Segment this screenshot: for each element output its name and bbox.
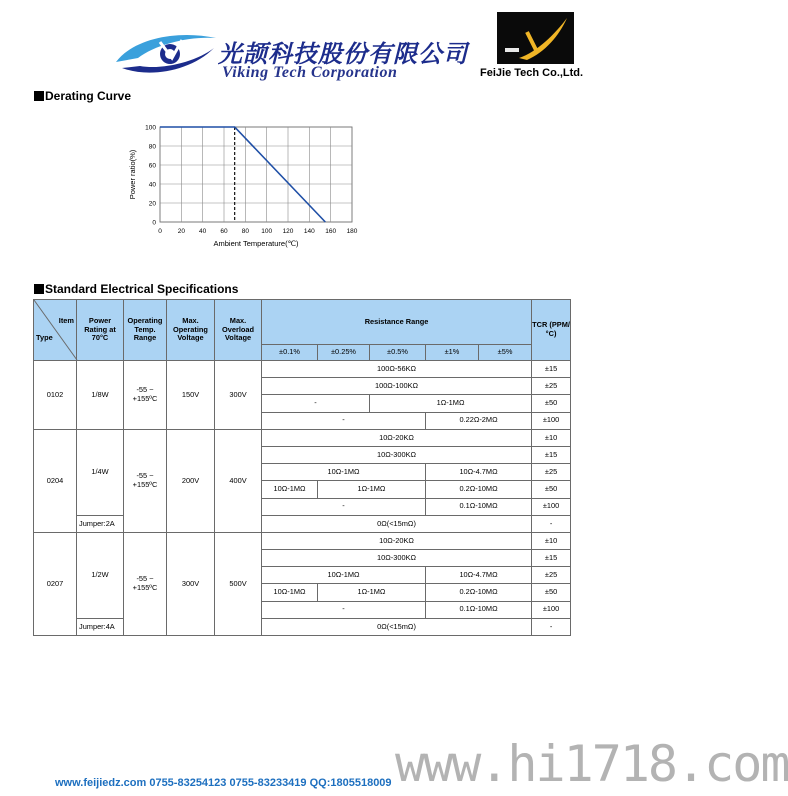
y-tick-label: 40	[148, 181, 156, 189]
resistance-cell: -	[262, 412, 426, 429]
tcr-cell: ±10	[532, 429, 571, 446]
tcr-cell: ±10	[532, 532, 571, 549]
tolerance-header: ±0.25%	[318, 345, 370, 361]
x-tick-labels	[158, 228, 358, 235]
tcr-cell: ±50	[532, 395, 571, 412]
jumper-cell: Jumper:4A	[77, 618, 124, 635]
company-english-name: Viking Tech Corporation	[222, 64, 398, 81]
x-tick-label: 180	[346, 228, 358, 235]
item-type-header	[34, 300, 77, 361]
resistance-cell: 10Ω-20KΩ	[262, 532, 532, 549]
resistance-cell: 10Ω-1MΩ	[262, 464, 426, 481]
temp-cell: -55 ~ +155ºC	[124, 361, 167, 430]
resistance-cell: 10Ω-1MΩ	[262, 584, 318, 601]
max-overload-voltage-header: Max. Overload Voltage	[215, 300, 262, 361]
y-tick-label: 80	[148, 143, 156, 151]
power-cell: 1/4W	[77, 429, 124, 515]
type-label: Type	[36, 333, 53, 343]
x-tick-label: 40	[199, 228, 207, 235]
y-axis-label: Power ratio(%)	[128, 149, 137, 200]
jumper-cell: Jumper:2A	[77, 515, 124, 532]
tcr-header: TCR (PPM/°C)	[532, 300, 571, 361]
resistance-cell: 0.2Ω-10MΩ	[426, 481, 532, 498]
y-tick-label: 100	[145, 124, 156, 132]
type-cell: 0102	[34, 361, 77, 430]
x-tick-label: 20	[177, 228, 185, 235]
square-bullet-icon	[34, 91, 44, 101]
resistance-cell: 10Ω-300KΩ	[262, 550, 532, 567]
resistance-cell: 10Ω-300KΩ	[262, 446, 532, 463]
type-cell: 0204	[34, 429, 77, 532]
max-operating-voltage-cell: 300V	[167, 532, 215, 635]
tcr-cell: ±15	[532, 446, 571, 463]
tcr-cell: ±25	[532, 567, 571, 584]
max-overload-voltage-cell: 400V	[215, 429, 262, 532]
table-row	[34, 429, 571, 446]
resistance-cell: 100Ω-56KΩ	[262, 361, 532, 378]
y-tick-labels	[145, 125, 156, 227]
resistance-cell: 10Ω-20KΩ	[262, 429, 532, 446]
max-overload-voltage-cell: 500V	[215, 532, 262, 635]
derating-section-title: Derating Curve	[34, 89, 131, 103]
company-chinese-name: 光颉科技股份有限公司	[218, 39, 468, 68]
tcr-cell: ±100	[532, 498, 571, 515]
resistance-cell: 0.2Ω-10MΩ	[426, 584, 532, 601]
table-row	[34, 532, 571, 549]
resistance-cell: 0Ω(<15mΩ)	[262, 618, 532, 635]
resistance-cell: 0.1Ω-10MΩ	[426, 498, 532, 515]
partner-company-name: FeiJie Tech Co.,Ltd.	[480, 67, 584, 79]
specs-section-title: Standard Electrical Specifications	[34, 282, 238, 296]
resistance-cell: 10Ω-1MΩ	[262, 481, 318, 498]
operating-temp-header: Operating Temp. Range	[124, 300, 167, 361]
table-row	[34, 618, 571, 635]
resistance-cell: 100Ω-100KΩ	[262, 378, 532, 395]
max-operating-voltage-header: Max. Operating Voltage	[167, 300, 215, 361]
resistance-cell: 0Ω(<15mΩ)	[262, 515, 532, 532]
tcr-cell: ±50	[532, 481, 571, 498]
x-tick-label: 160	[325, 228, 337, 235]
tcr-cell: ±100	[532, 601, 571, 618]
temp-cell: -55 ~ +155ºC	[124, 429, 167, 532]
resistance-cell: -	[262, 395, 370, 412]
resistance-cell: 0.1Ω-10MΩ	[426, 601, 532, 618]
chart-plot-area	[160, 127, 352, 222]
spec-table	[33, 299, 571, 636]
temp-cell: -55 ~ +155ºC	[124, 532, 167, 635]
resistance-cell: 1Ω-1MΩ	[318, 584, 426, 601]
table-row	[34, 515, 571, 532]
watermark-text: www.hi1718.com	[395, 735, 788, 793]
y-tick-label: 0	[152, 219, 156, 227]
footer-contact: www.feijiedz.com 0755-83254123 0755-83233419 QQ:1805518009	[55, 777, 392, 789]
resistance-cell: 0.22Ω-2MΩ	[426, 412, 532, 429]
tcr-cell: -	[532, 515, 571, 532]
tolerance-header: ±0.1%	[262, 345, 318, 361]
tolerance-header: ±5%	[479, 345, 532, 361]
resistance-cell: -	[262, 601, 426, 618]
tcr-cell: ±15	[532, 361, 571, 378]
max-overload-voltage-cell: 300V	[215, 361, 262, 430]
x-tick-label: 120	[282, 228, 294, 235]
power-cell: 1/2W	[77, 532, 124, 618]
tcr-cell: ±100	[532, 412, 571, 429]
x-tick-label: 80	[241, 228, 249, 235]
diagonal-divider	[34, 300, 77, 360]
resistance-cell: 10Ω-1MΩ	[262, 567, 426, 584]
viking-eye-logo-icon	[112, 28, 222, 84]
item-label: Item	[58, 316, 74, 325]
resistance-cell: -	[262, 498, 426, 515]
tcr-cell: -	[532, 618, 571, 635]
resistance-cell: 1Ω-1MΩ	[318, 481, 426, 498]
x-axis-label: Ambient Temperature(℃)	[213, 239, 299, 248]
max-operating-voltage-cell: 200V	[167, 429, 215, 532]
y-tick-label: 20	[148, 200, 156, 208]
resistance-range-header: Resistance Range	[262, 300, 532, 345]
resistance-cell: 10Ω-4.7MΩ	[426, 567, 532, 584]
tcr-cell: ±25	[532, 378, 571, 395]
square-bullet-icon	[34, 284, 44, 294]
tcr-cell: ±50	[532, 584, 571, 601]
tcr-cell: ±25	[532, 464, 571, 481]
tcr-cell: ±15	[532, 550, 571, 567]
y-tick-label: 60	[148, 162, 156, 170]
power-rating-header: Power Rating at 70°C	[77, 300, 124, 361]
x-tick-label: 60	[220, 228, 228, 235]
x-tick-label: 100	[261, 228, 273, 235]
resistance-cell: 10Ω-4.7MΩ	[426, 464, 532, 481]
derating-curve-chart	[120, 115, 370, 255]
feijie-swoosh-icon	[497, 12, 574, 64]
power-cell: 1/8W	[77, 361, 124, 430]
x-tick-label: 140	[303, 228, 315, 235]
type-cell: 0207	[34, 532, 77, 635]
table-row	[34, 361, 571, 378]
tolerance-header: ±1%	[426, 345, 479, 361]
max-operating-voltage-cell: 150V	[167, 361, 215, 430]
tolerance-header: ±0.5%	[370, 345, 426, 361]
feijie-logo	[497, 12, 574, 64]
resistance-cell: 1Ω-1MΩ	[370, 395, 532, 412]
x-tick-label: 0	[158, 228, 162, 235]
